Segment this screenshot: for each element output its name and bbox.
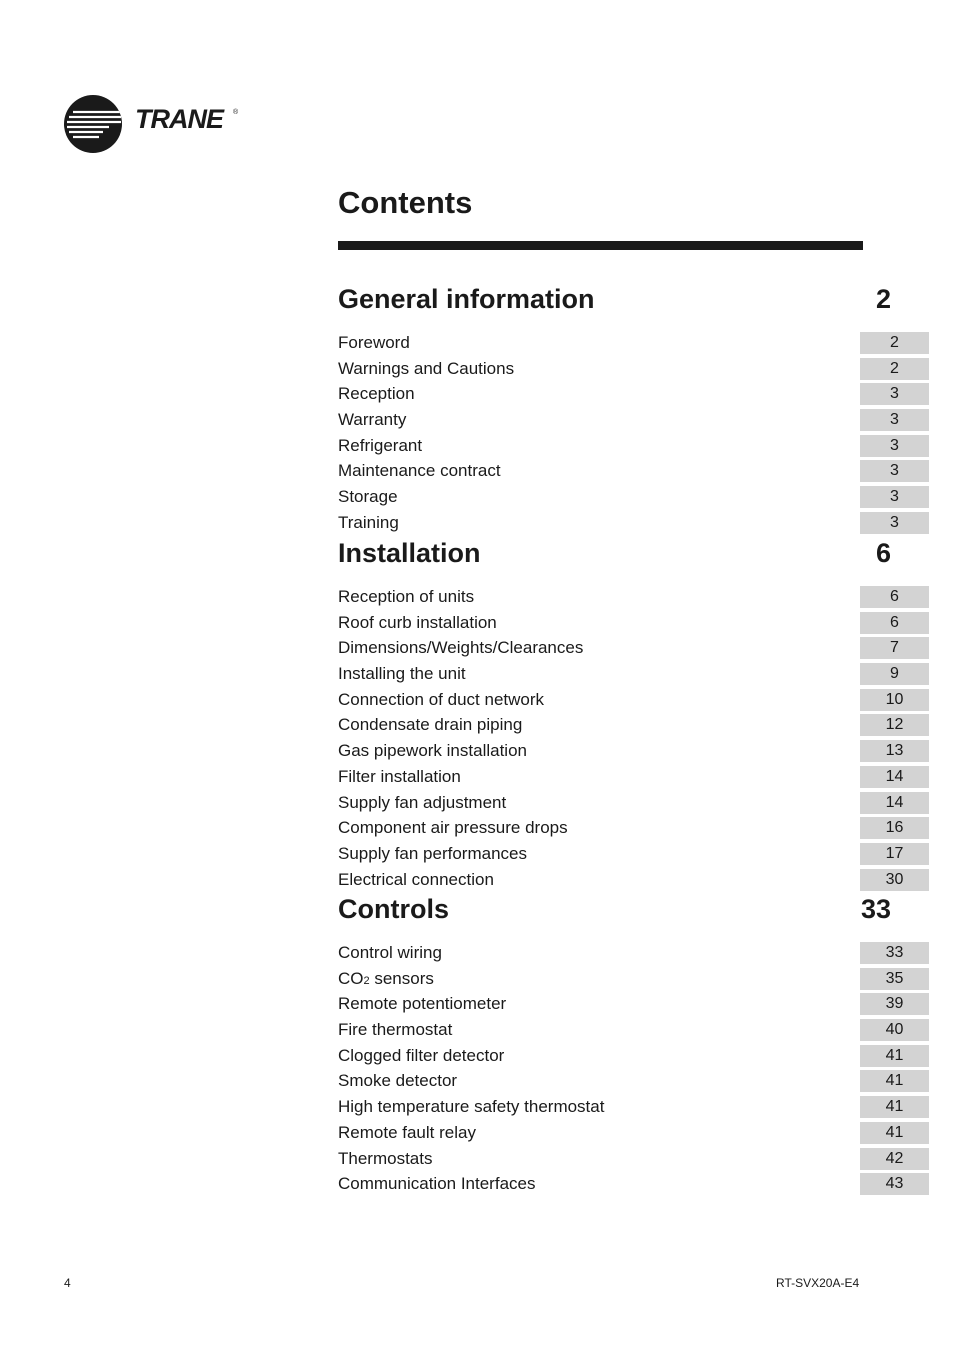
- entry-page-number: 30: [860, 869, 929, 891]
- entry-page-number: 3: [860, 435, 929, 457]
- entry-label: Remote potentiometer: [338, 994, 507, 1014]
- entry-label-main: CO: [338, 968, 364, 988]
- entry-label: Electrical connection: [338, 869, 494, 889]
- toc-entry[interactable]: [338, 586, 929, 612]
- toc-entry[interactable]: [338, 869, 929, 895]
- trane-globe-icon: [63, 94, 123, 154]
- section-title: General information: [338, 284, 595, 314]
- toc-entry[interactable]: [338, 968, 929, 994]
- entry-label: Roof curb installation: [338, 612, 497, 632]
- section-title: Controls: [338, 894, 449, 924]
- entry-label: Maintenance contract: [338, 461, 501, 481]
- entry-page-number: 13: [860, 740, 929, 762]
- entry-label: Warranty: [338, 410, 407, 430]
- toc-entry[interactable]: [338, 1122, 929, 1148]
- entry-page-number: 16: [860, 817, 929, 839]
- registered-mark-icon: ®: [233, 109, 239, 116]
- toc-entry[interactable]: [338, 792, 929, 818]
- entry-label: Storage: [338, 487, 398, 507]
- toc-entry[interactable]: [338, 1173, 929, 1199]
- entry-label: Component air pressure drops: [338, 818, 568, 838]
- toc-entry[interactable]: [338, 766, 929, 792]
- entry-page-number: 3: [860, 486, 929, 508]
- toc-entry[interactable]: [338, 843, 929, 869]
- entry-page-number: 7: [860, 637, 929, 659]
- entry-page-number: 41: [860, 1070, 929, 1092]
- entry-page-number: 14: [860, 766, 929, 788]
- entry-page-number: 39: [860, 993, 929, 1015]
- entry-label: Reception: [338, 384, 415, 404]
- entry-label: Supply fan performances: [338, 843, 527, 863]
- entry-page-number: 3: [860, 460, 929, 482]
- toc-entry[interactable]: [338, 512, 929, 538]
- toc-entry[interactable]: [338, 358, 929, 384]
- entry-label: Warnings and Cautions: [338, 358, 515, 378]
- entry-label: Smoke detector: [338, 1071, 458, 1091]
- entry-page-number: 10: [860, 689, 929, 711]
- toc-entry[interactable]: [338, 942, 929, 968]
- toc-entry[interactable]: [338, 1148, 929, 1174]
- entry-label: Control wiring: [338, 943, 442, 962]
- logo-wordmark: TRANE: [135, 104, 223, 134]
- entry-label: Training: [338, 512, 399, 532]
- entry-label: Fire thermostat: [338, 1020, 453, 1040]
- toc-entry[interactable]: [338, 409, 929, 435]
- entry-label: Thermostats: [338, 1148, 433, 1168]
- footer-page-number: 4: [64, 1276, 71, 1290]
- entry-page-number: 3: [860, 383, 929, 405]
- entry-label: High temperature safety thermostat: [338, 1097, 605, 1117]
- toc-section: [338, 538, 929, 894]
- toc-entry[interactable]: [338, 1045, 929, 1071]
- entry-page-number: 9: [860, 663, 929, 685]
- entry-label: Clogged filter detector: [338, 1045, 505, 1065]
- entry-label: Remote fault relay: [338, 1122, 476, 1142]
- toc-entry[interactable]: [338, 460, 929, 486]
- entry-page-number: 33: [860, 942, 929, 964]
- trane-logo: [63, 94, 243, 154]
- toc-entry[interactable]: [338, 817, 929, 843]
- entry-label: Gas pipework installation: [338, 741, 527, 761]
- entry-page-number: 41: [860, 1096, 929, 1118]
- toc-entry[interactable]: [338, 435, 929, 461]
- toc-entry[interactable]: [338, 714, 929, 740]
- entry-label: Supply fan adjustment: [338, 792, 507, 812]
- toc-section-heading[interactable]: [338, 894, 929, 942]
- section-page-number: 6: [875, 538, 891, 568]
- toc-entry[interactable]: [338, 1070, 929, 1096]
- entry-page-number: 6: [860, 612, 929, 634]
- entry-label: Installing the unit: [338, 664, 466, 684]
- footer-doc-code: RT-SVX20A-E4: [776, 1276, 860, 1290]
- toc-entry[interactable]: [338, 663, 929, 689]
- toc-section: [338, 894, 929, 1199]
- toc-entry[interactable]: [338, 612, 929, 638]
- entry-label-rest: sensors: [369, 968, 434, 988]
- entry-page-number: 17: [860, 843, 929, 865]
- toc-entry[interactable]: [338, 1019, 929, 1045]
- entry-page-number: 14: [860, 792, 929, 814]
- title-rule: [338, 241, 863, 250]
- toc-entry[interactable]: [338, 383, 929, 409]
- entry-label: Filter installation: [338, 766, 461, 786]
- entry-page-number: 42: [860, 1148, 929, 1170]
- entry-page-number: 2: [860, 332, 929, 354]
- entry-label: Condensate drain piping: [338, 715, 523, 735]
- entry-label: Refrigerant: [338, 435, 423, 455]
- page-title: Contents: [338, 185, 473, 220]
- entry-label: Dimensions/Weights/Clearances: [338, 638, 584, 658]
- entry-page-number: 12: [860, 714, 929, 736]
- toc-entry[interactable]: [338, 689, 929, 715]
- section-page-number: 33: [860, 894, 891, 924]
- entry-label: Connection of duct network: [338, 689, 545, 709]
- toc-section-heading[interactable]: [338, 538, 929, 586]
- entry-page-number: 6: [860, 586, 929, 608]
- section-page-number: 2: [875, 284, 891, 314]
- toc-section: [338, 284, 929, 538]
- entry-label-subscript: 2: [363, 974, 370, 987]
- toc-entry[interactable]: [338, 332, 929, 358]
- entry-page-number: 35: [860, 968, 929, 990]
- entry-label: Communication Interfaces: [338, 1174, 536, 1194]
- toc-entry[interactable]: [338, 993, 929, 1019]
- entry-page-number: 40: [860, 1019, 929, 1041]
- entry-page-number: 41: [860, 1045, 929, 1067]
- entry-page-number: 43: [860, 1173, 929, 1195]
- entry-label: Reception of units: [338, 587, 475, 606]
- toc-section-heading[interactable]: [338, 284, 929, 332]
- toc-entry[interactable]: [338, 486, 929, 512]
- toc-entry[interactable]: [338, 740, 929, 766]
- entry-label: [338, 969, 434, 989]
- toc-entry[interactable]: [338, 637, 929, 663]
- toc-entry[interactable]: [338, 1096, 929, 1122]
- section-title: Installation: [338, 538, 481, 568]
- entry-label: Foreword: [338, 333, 410, 352]
- entry-page-number: 41: [860, 1122, 929, 1144]
- entry-page-number: 2: [860, 358, 929, 380]
- entry-page-number: 3: [860, 512, 929, 534]
- entry-page-number: 3: [860, 409, 929, 431]
